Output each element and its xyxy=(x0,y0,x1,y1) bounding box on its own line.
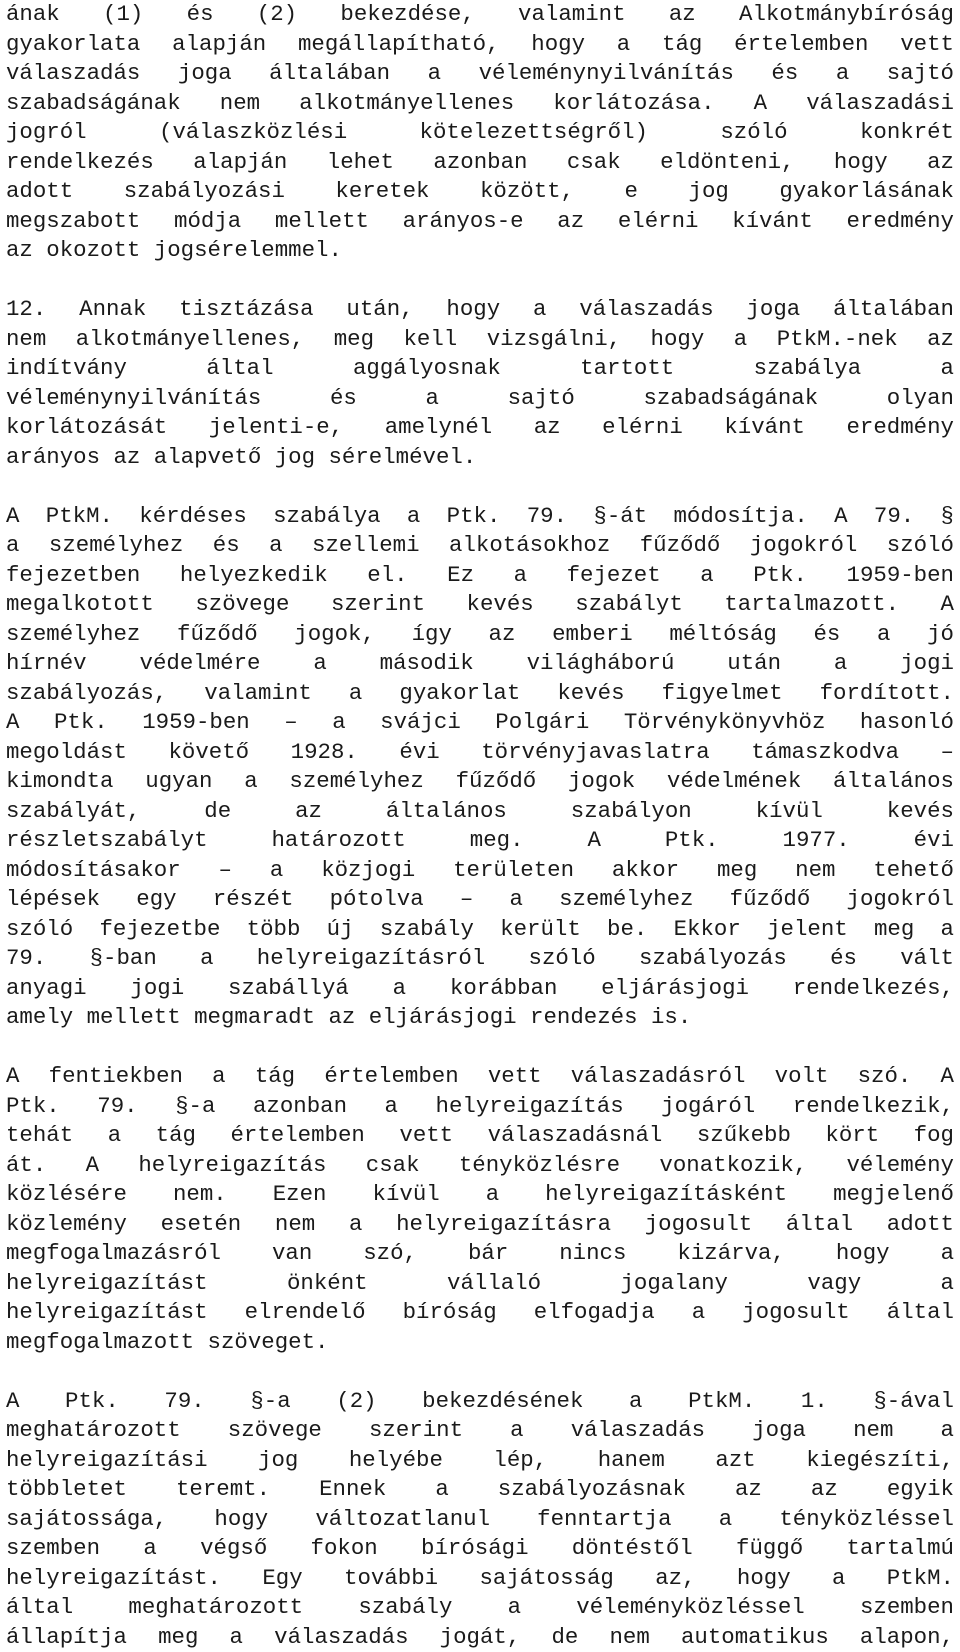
text-line: által meghatározott szabály a véleményközléssel szemben xyxy=(6,1594,954,1620)
text-line: nem alkotmányellenes, meg kell vizsgálni, hogy a PtkM.-nek az xyxy=(6,325,954,352)
text-line: megoldást követő 1928. évi törvényjavaslatra támaszkodva – xyxy=(6,738,954,765)
text-line: helyreigazítást önként vállaló jogalany vagy a xyxy=(6,1269,954,1296)
text-line: 79. §-ban a helyreigazításról szóló szabályozás és vált xyxy=(6,945,954,971)
paragraph-gap xyxy=(6,1033,954,1063)
text-line: A Ptk. 1959-ben – a svájci Polgári Törvénykönyvhöz hasonló xyxy=(6,709,954,735)
text-line: helyreigazítást. Egy további sajátosság az, hogy a PtkM. xyxy=(6,1564,954,1591)
text-line: a személyhez és a szellemi alkotásokhoz fűződő jogokról szóló xyxy=(6,532,954,558)
paragraph-gap xyxy=(6,266,954,296)
text-line: megalkotott szövege szerint kevés szabályt tartalmazott. A xyxy=(6,591,954,617)
text-line: indítvány által aggályosnak tartott szabálya a xyxy=(6,355,954,381)
text-line: helyreigazítást elrendelő bíróság elfogadja a jogosult által xyxy=(6,1299,954,1325)
text-line: lépések egy részét pótolva – a személyhez fűződő jogokról xyxy=(6,886,954,912)
text-line: ának (1) és (2) bekezdése, valamint az Alkotmánybíróság xyxy=(6,1,954,27)
text-line: 12. Annak tisztázása után, hogy a válaszadás joga általában xyxy=(6,296,954,322)
text-line: A PtkM. kérdéses szabálya a Ptk. 79. §-át módosítja. A 79. § xyxy=(6,502,954,529)
text-line: módosításakor – a közjogi területen akkor meg nem tehető xyxy=(6,856,954,883)
paragraph-2 xyxy=(6,295,954,472)
text-line: szemben a végső fokon bírósági döntéstől függő tartalmú xyxy=(6,1535,954,1561)
text-line: gyakorlata alapján megállapítható, hogy a tág értelemben vett xyxy=(6,30,954,57)
text-line: anyagi jogi szabállyá a korábban eljárásjogi rendelkezés, xyxy=(6,974,954,1001)
text-line: szóló fejezetbe több új szabály került be. Ekkor jelent meg a xyxy=(6,915,954,942)
text-line: szabadságának nem alkotmányellenes korlátozása. A válaszadási xyxy=(6,89,954,116)
text-line: adott szabályozási keretek között, e jog gyakorlásának xyxy=(6,178,954,204)
text-line: sajátossága, hogy változatlanul fenntartja a tényközléssel xyxy=(6,1505,954,1532)
text-line: kimondta ugyan a személyhez fűződő jogok védelmének általános xyxy=(6,768,954,794)
paragraph-5 xyxy=(6,1387,954,1652)
text-line: tehát a tág értelemben vett válaszadásnál szűkebb kört fog xyxy=(6,1122,954,1148)
text-line: meghatározott szövege szerint a válaszadás joga nem a xyxy=(6,1417,954,1443)
text-line: megszabott módja mellett arányos-e az elérni kívánt eredmény xyxy=(6,207,954,234)
text-line: válaszadás joga általában a véleménynyilvánítás és a sajtó xyxy=(6,60,954,86)
text-line: szabályozás, valamint a gyakorlat kevés figyelmet fordított. xyxy=(6,679,954,706)
text-line: közlemény esetén nem a helyreigazításra jogosult által adott xyxy=(6,1210,954,1237)
text-line: megfogalmazott szöveget. xyxy=(6,1328,329,1355)
text-line: részletszabályt határozott meg. A Ptk. 1977. évi xyxy=(6,827,954,853)
text-line: hírnév védelmére a második világháború után a jogi xyxy=(6,650,954,676)
paragraph-3 xyxy=(6,502,954,1033)
text-line: át. A helyreigazítás csak tényközlésre vonatkozik, vélemény xyxy=(6,1151,954,1178)
text-line: A Ptk. 79. §-a (2) bekezdésének a PtkM. 1. §-ával xyxy=(6,1387,954,1414)
text-line: személyhez fűződő jogok, így az emberi méltóság és a jó xyxy=(6,620,954,647)
text-line: amely mellett megmaradt az eljárásjogi rendezés is. xyxy=(6,1004,692,1030)
text-line: helyreigazítási jog helyébe lép, hanem azt kiegészíti, xyxy=(6,1446,954,1473)
paragraph-1 xyxy=(6,0,954,266)
text-line: jogról (válaszközlési kötelezettségről) szóló konkrét xyxy=(6,119,954,145)
text-line: szabályát, de az általános szabályon kívül kevés xyxy=(6,797,954,824)
text-line: arányos az alapvető jog sérelmével. xyxy=(6,443,477,470)
text-line: többletet teremt. Ennek a szabályozásnak az az egyik xyxy=(6,1476,954,1502)
text-line: állapítja meg a válaszadás jogát, de nem automatikus alapon, xyxy=(6,1623,954,1650)
text-line: korlátozását jelenti-e, amelynél az elérni kívánt eredmény xyxy=(6,414,954,440)
text-line: fejezetben helyezkedik el. Ez a fejezet a Ptk. 1959-ben xyxy=(6,561,954,588)
text-line: véleménynyilvánítás és a sajtó szabadságának olyan xyxy=(6,384,954,411)
text-line: megfogalmazásról van szó, bár nincs kizárva, hogy a xyxy=(6,1240,954,1266)
text-line: Ptk. 79. §-a azonban a helyreigazítás jogáról rendelkezik, xyxy=(6,1092,954,1119)
text-line: közlésére nem. Ezen kívül a helyreigazításként megjelenő xyxy=(6,1181,954,1207)
text-line: A fentiekben a tág értelemben vett válaszadásról volt szó. A xyxy=(6,1063,954,1089)
paragraph-4 xyxy=(6,1062,954,1357)
text-line: rendelkezés alapján lehet azonban csak eldönteni, hogy az xyxy=(6,148,954,175)
paragraph-gap xyxy=(6,472,954,502)
paragraph-gap xyxy=(6,1357,954,1387)
text-line: az okozott jogsérelemmel. xyxy=(6,237,342,263)
